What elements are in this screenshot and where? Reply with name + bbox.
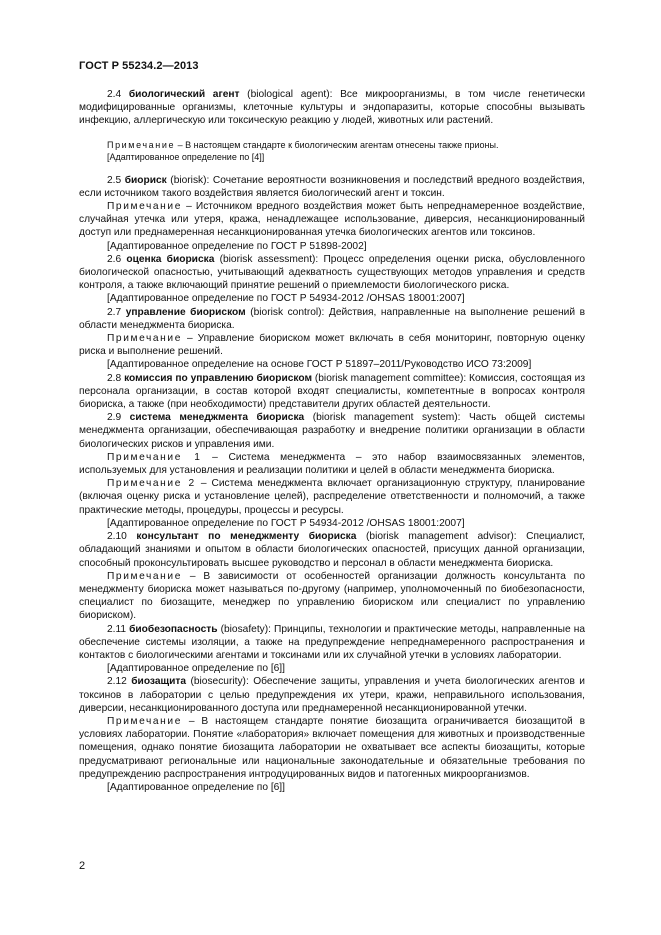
- definition-paragraph: 2.11 биобезопасность (biosafety): Принципы, технологии и практические методы, направленные на обеспечение системы изоляции, а также на предупреждение непреднамеренного распространения и контактов с биологическими агентами и токсинами или их случайной утечки в условиях лаборатории.: [79, 623, 585, 661]
- note-paragraph: Примечание 1 – Система менеджмента – это набор взаимосвязанных элементов, используемых для установления и реализации политики и целей в области менеджмента биориска.: [79, 451, 585, 477]
- note-label: Примечание: [107, 333, 182, 345]
- definition-paragraph: 2.10 консультант по менеджменту биориска (biorisk management advisor): Специалист, обладающий знаниями и опытом в области биологических опасностей, присущих данной организации, способный проконсультировать высшее руководство и персонал в области менеджмента биориска.: [79, 531, 585, 569]
- note-label: Примечание: [107, 715, 182, 727]
- note-paragraph: Примечание 2 – Система менеджмента включает организационную структуру, планирование (включая оценку риска и установление целей), распределение ответственности и полномочий, а также практические методы, процедуры, процессы и ресурсы.: [79, 478, 585, 516]
- definition-paragraph: 2.12 биозащита (biosecurity): Обеспечение защиты, управления и учета биологических агентов и токсинов в лаборатории с целью предупреждения их утери, кражи, неправильного использования, диверсии, несанкционированного доступа или преднамеренной несанкционированной утечки.: [79, 676, 585, 714]
- note-label: Примечание: [107, 570, 182, 582]
- term: биориск: [124, 174, 167, 186]
- source-reference: [Адаптированное определение по [6]]: [107, 663, 285, 675]
- source-reference: [Адаптированное определение на основе ГОСТ Р 51897–2011/Руководство ИСО 73:2009]: [107, 359, 532, 371]
- definition-paragraph: 2.7 управление биориском (biorisk control): Действия, направленные на выполнение решений в области менеджмента биориска.: [79, 306, 586, 331]
- definition-paragraph: 2.4 биологический агент (biological agent): Все микроорганизмы, в том числе генетически модифицированные организмы, клеточные культуры и эндопаразиты, которые способны вызывать инфекцию, аллергическую или токсическую реакцию у людей, животных или растений.: [79, 89, 586, 127]
- term: консультант по менеджменту биориска: [136, 531, 357, 543]
- note-label: Примечание 2: [107, 478, 196, 490]
- spacer: [79, 128, 585, 139]
- note-paragraph: Примечание – В зависимости от особенностей организации должность консультанта по менеджменту биориска может называться по-другому (например, уполномоченный по биобезопасности, специалист по биозащите, менеджер по управлению биориском или специалист по управлению биориском).: [79, 570, 585, 622]
- term: биобезопасность: [129, 623, 218, 635]
- document-body: [79, 88, 585, 794]
- note-label: Примечание: [107, 201, 182, 213]
- source-reference: [Адаптированное определение по [4]]: [107, 151, 265, 162]
- page-number: 2: [79, 860, 86, 872]
- definition-paragraph: 2.6 оценка биориска (biorisk assessment): Процесс определения оценки риска, обусловленного биологической опасностью, учитывающий адекватность существующих методов управления и средств контроля, а также включающий принятие решений о приемлемости биологического риска.: [79, 253, 585, 292]
- source-reference: [Адаптированное определение по [6]]: [107, 781, 285, 793]
- term: биозащита: [131, 676, 187, 688]
- spacer: [79, 163, 585, 174]
- term: система менеджмента биориска: [129, 412, 305, 424]
- note-label: Примечание: [107, 139, 176, 150]
- definition-paragraph: 2.8 комиссия по управлению биориском (biorisk management committee): Комиссия, состоящая из персонала организации, в состав которой входят специалисты, компетентные в вопросах контроля биориска, а также (при необходимости) представители других областей деятельности.: [79, 372, 585, 411]
- source-reference: [Адаптированное определение по ГОСТ Р 54934-2012 /OHSAS 18001:2007]: [107, 293, 465, 305]
- definition-paragraph: 2.9 система менеджмента биориска (biorisk management system): Часть общей системы менеджмента организации, обеспечивающая разработку и внедрение политики организации в области биологических рисков и управления ими.: [79, 412, 585, 450]
- term: комиссия по управлению биориском: [124, 372, 312, 384]
- source-reference: [Адаптированное определение по ГОСТ Р 54934-2012 /OHSAS 18001:2007]: [107, 517, 465, 529]
- note-paragraph: Примечание – В настоящем стандарте к биологическим агентам отнесены также прионы.: [107, 139, 499, 150]
- note-paragraph: Примечание – Управление биориском может включать в себя мониторинг, повторную оценку риска и выполнение решений.: [79, 333, 585, 358]
- source-reference: [Адаптированное определение по ГОСТ Р 51898-2002]: [107, 240, 367, 252]
- definition-paragraph: 2.5 биориск (biorisk): Сочетание вероятности возникновения и последствий вредного воздействия, если источником такого воздействия является биологический агент и токсин.: [79, 174, 585, 199]
- note-label: Примечание 1: [107, 451, 202, 463]
- term: биологический агент: [128, 89, 240, 100]
- term: управление биориском: [125, 306, 246, 318]
- note-paragraph: Примечание – Источником вредного воздействия может быть непреднамеренное воздействие, случайная утечка или утеря, кража, ненадлежащее использование, диверсия, несанкционированный доступ или преднамеренная несанкционированная утечка биологических агентов или токсинов.: [79, 201, 585, 239]
- standard-header: ГОСТ Р 55234.2—2013: [79, 60, 199, 72]
- term: оценка биориска: [126, 253, 215, 265]
- note-paragraph: Примечание – В настоящем стандарте понятие биозащита ограничивается биозащитой в условиях лаборатории. Понятие «лаборатория» включает помещения для животных и производственные помещения, однако понятие биозащита лаборатории не охватывает все аспекты биозащиты, которые предусматривают региональные или национальные законодательные и обязательные требования по предупреждению распространения интродуцированных видов и патогенных микроорганизмов.: [79, 715, 585, 780]
